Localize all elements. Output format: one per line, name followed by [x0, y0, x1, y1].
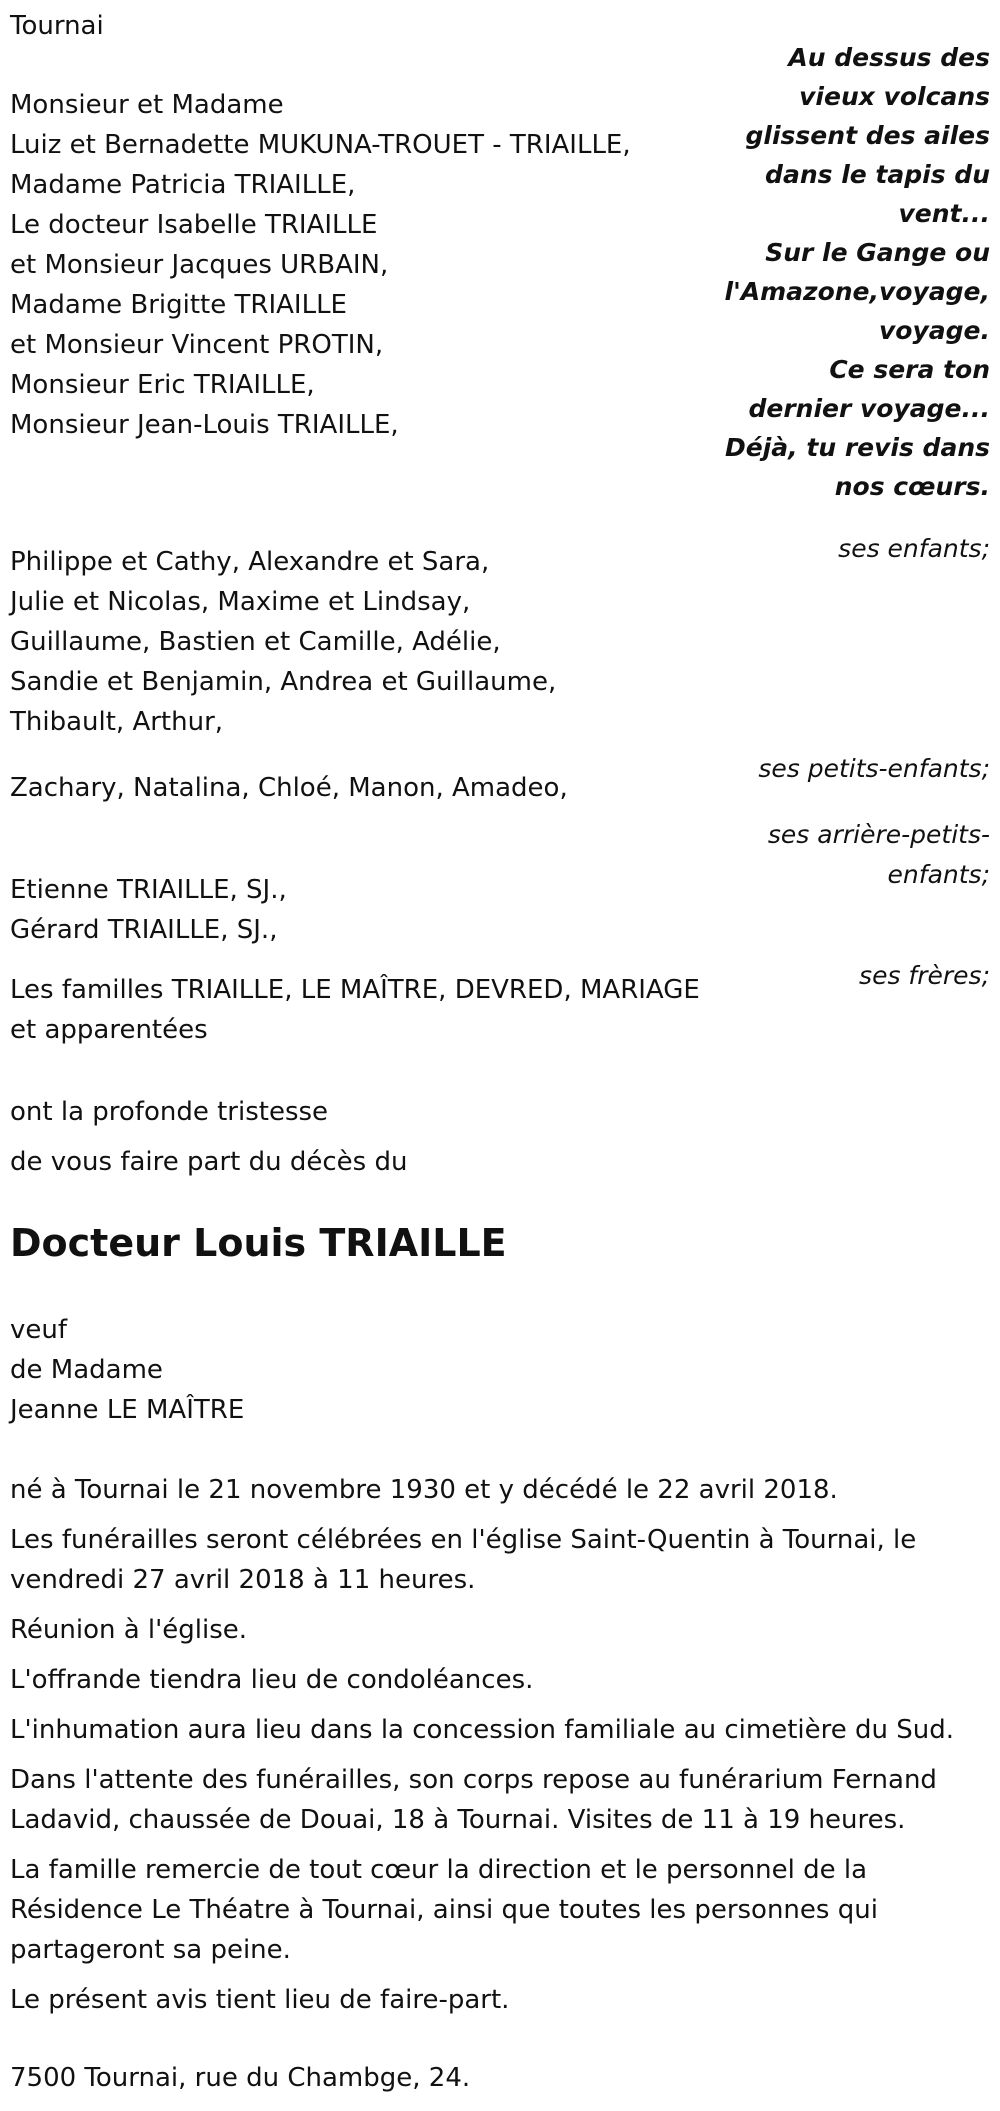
- poem-line: Ce sera ton: [829, 355, 990, 384]
- announcement-line-2: de vous faire part du décès du: [10, 1147, 408, 1177]
- families-line: Les familles TRIAILLE, LE MAÎTRE, DEVRED, MARIAGE: [10, 975, 700, 1005]
- meeting-info: Réunion à l'église.: [10, 1615, 248, 1645]
- children-line: Monsieur Eric TRIAILLE,: [10, 370, 315, 400]
- viewing-info: Dans l'attente des funérailles, son corps repose au funérarium Fernand Ladavid, chaussée de Douai, 18 à Tournai. Visites de 11 à 19 heures.: [10, 1765, 937, 1835]
- brother-line: Etienne TRIAILLE, SJ.,: [10, 875, 287, 905]
- footer-address: 7500 Tournai, rue du Chambge, 24.: [10, 2063, 471, 2093]
- poem-line: dernier voyage...: [748, 394, 990, 423]
- header-city: Tournai: [10, 11, 104, 41]
- grandchildren-line: Sandie et Benjamin, Andrea et Guillaume,: [10, 667, 557, 697]
- children-role: ses enfants;: [838, 534, 990, 563]
- deceased-name: Docteur Louis TRIAILLE: [10, 1221, 507, 1265]
- deceased-status: [10, 1310, 244, 1430]
- children-line: et Monsieur Vincent PROTIN,: [10, 330, 384, 360]
- brothers-list: [10, 870, 287, 950]
- families-list: [10, 970, 700, 1050]
- status-line: Jeanne LE MAÎTRE: [10, 1395, 245, 1425]
- grandchildren-role: ses petits-enfants;: [758, 754, 990, 783]
- grandchildren-list: [10, 542, 556, 742]
- poem-line: Sur le Gange ou: [765, 238, 990, 267]
- grandchildren-line: Julie et Nicolas, Maxime et Lindsay,: [10, 587, 471, 617]
- poem-line: Au dessus des: [788, 43, 990, 72]
- poem-line: voyage.: [879, 316, 990, 345]
- brother-line: Gérard TRIAILLE, SJ.,: [10, 915, 278, 945]
- grandchildren-line: Guillaume, Bastien et Camille, Adélie,: [10, 627, 501, 657]
- great-grandchildren-line: Zachary, Natalina, Chloé, Manon, Amadeo,: [10, 773, 568, 803]
- notice-info: Le présent avis tient lieu de faire-part.: [10, 1985, 510, 2015]
- great-grandchildren-role: ses arrière-petits-enfants;: [767, 820, 990, 889]
- children-list: [10, 85, 631, 445]
- poem-line: dans le tapis du: [765, 160, 990, 189]
- birth-death-line: né à Tournai le 21 novembre 1930 et y décédé le 22 avril 2018.: [10, 1475, 838, 1505]
- burial-info: L'inhumation aura lieu dans la concession familiale au cimetière du Sud.: [10, 1715, 954, 1745]
- poem-line: nos cœurs.: [834, 472, 990, 501]
- children-line: Madame Brigitte TRIAILLE: [10, 290, 347, 320]
- status-line: de Madame: [10, 1355, 163, 1385]
- children-line: Monsieur Jean-Louis TRIAILLE,: [10, 410, 399, 440]
- brothers-role: ses frères;: [859, 961, 990, 990]
- poem-line: vieux volcans: [799, 82, 990, 111]
- children-line: Le docteur Isabelle TRIAILLE: [10, 210, 378, 240]
- status-line: veuf: [10, 1315, 68, 1345]
- children-line: Madame Patricia TRIAILLE,: [10, 170, 356, 200]
- poem: [690, 38, 990, 506]
- grandchildren-line: Philippe et Cathy, Alexandre et Sara,: [10, 547, 490, 577]
- children-line: Luiz et Bernadette MUKUNA-TROUET - TRIAILLE,: [10, 130, 631, 160]
- offering-info: L'offrande tiendra lieu de condoléances.: [10, 1665, 534, 1695]
- grandchildren-line: Thibault, Arthur,: [10, 707, 224, 737]
- families-line: et apparentées: [10, 1015, 208, 1045]
- children-line: Monsieur et Madame: [10, 90, 284, 120]
- poem-line: l'Amazone,voyage,: [724, 277, 990, 306]
- thanks-info: La famille remercie de tout cœur la direction et le personnel de la Résidence Le Théatre à Tournai, ainsi que toutes les personnes qui partageront sa peine.: [10, 1855, 878, 1965]
- poem-line: glissent des ailes: [745, 121, 990, 150]
- poem-line: vent...: [898, 199, 990, 228]
- children-line: et Monsieur Jacques URBAIN,: [10, 250, 389, 280]
- poem-line: Déjà, tu revis dans: [725, 433, 990, 462]
- announcement-line-1: ont la profonde tristesse: [10, 1097, 329, 1127]
- funeral-info: Les funérailles seront célébrées en l'église Saint-Quentin à Tournai, le vendredi 27 avril 2018 à 11 heures.: [10, 1525, 917, 1595]
